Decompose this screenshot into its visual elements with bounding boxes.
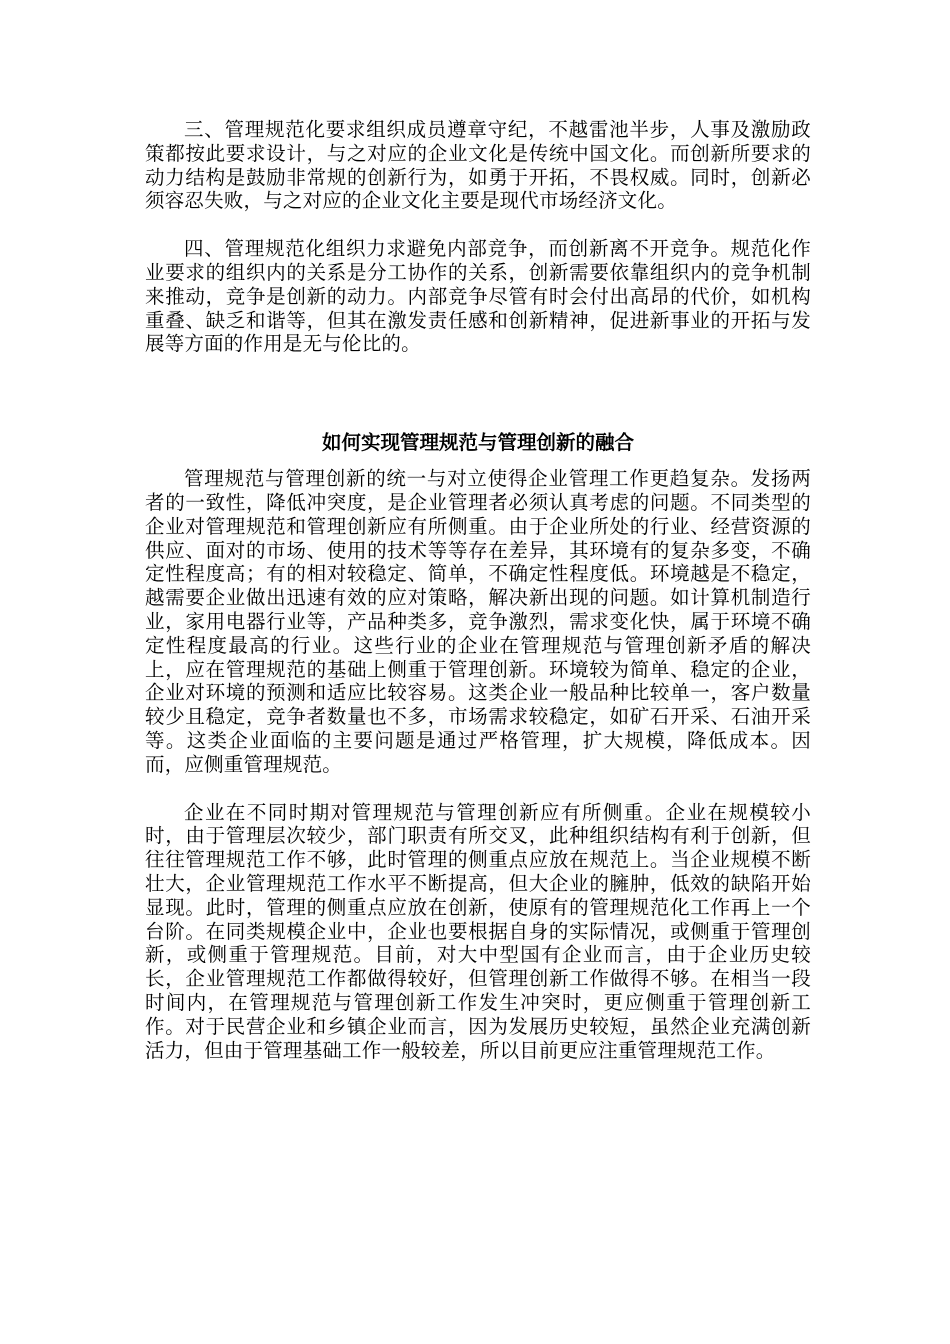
section-spacer: [145, 356, 811, 431]
paragraph-spacer: [145, 777, 811, 801]
paragraph-4: 四、管理规范化组织力求避免内部竞争，而创新离不开竞争。规范化作业要求的组织内的关系是分工协作的关系，创新需要依靠组织内的竞争机制来推动，竞争是创新的动力。内部竞争尽管有时会付出高昂的代价，如机构重叠、缺乏和谐等，但其在激发责任感和创新精神，促进新事业的开拓与发展等方面的作用是无与伦比的。: [145, 237, 811, 356]
paragraph-body-2: 企业在不同时期对管理规范与管理创新应有所侧重。企业在规模较小时，由于管理层次较少，部门职责有所交叉，此种组织结构有利于创新，但往往管理规范工作不够，此时管理的侧重点应放在规范上。当企业规模不断壮大，企业管理规范工作水平不断提高，但大企业的臃肿，低效的缺陷开始显现。此时，管理的侧重点应放在创新，使原有的管理规范化工作再上一个台阶。在同类规模企业中，企业也要根据自身的实际情况，或侧重于管理创新，或侧重于管理规范。目前，对大中型国有企业而言，由于企业历史较长，企业管理规范工作都做得较好，但管理创新工作做得不够。在相当一段时间内，在管理规范与管理创新工作发生冲突时，更应侧重于管理创新工作。对于民营企业和乡镇企业而言，因为发展历史较短，虽然企业充满创新活力，但由于管理基础工作一般较差，所以目前更应注重管理规范工作。: [145, 800, 811, 1062]
paragraph-body-1: 管理规范与管理创新的统一与对立使得企业管理工作更趋复杂。发扬两者的一致性，降低冲突度，是企业管理者必须认真考虑的问题。不同类型的企业对管理规范和管理创新应有所侧重。由于企业所处的行业、经营资源的供应、面对的市场、使用的技术等等存在差异，其环境有的复杂多变，不确定性程度高；有的相对较稳定、简单，不确定性程度低。环境越是不稳定，越需要企业做出迅速有效的应对策略，解决新出现的问题。如计算机制造行业，家用电器行业等，产品种类多，竞争激烈，需求变化快，属于环境不确定性程度最高的行业。这些行业的企业在管理规范与管理创新矛盾的解决上，应在管理规范的基础上侧重于管理创新。环境较为简单、稳定的企业，企业对环境的预测和适应比较容易。这类企业一般品种比较单一，客户数量较少且稳定，竞争者数量也不多，市场需求较稳定，如矿石开采、石油开采等。这类企业面临的主要问题是通过严格管理，扩大规模，降低成本。因而，应侧重管理规范。: [145, 467, 811, 776]
paragraph-spacer: [145, 213, 811, 237]
section-heading: 如何实现管理规范与管理创新的融合: [321, 431, 634, 455]
document-page: [145, 118, 811, 1062]
paragraph-3: 三、管理规范化要求组织成员遵章守纪，不越雷池半步，人事及激励政策都按此要求设计，与之对应的企业文化是传统中国文化。而创新所要求的动力结构是鼓励非常规的创新行为，如勇于开拓，不畏权威。同时，创新必须容忍失败，与之对应的企业文化主要是现代市场经济文化。: [145, 118, 811, 213]
